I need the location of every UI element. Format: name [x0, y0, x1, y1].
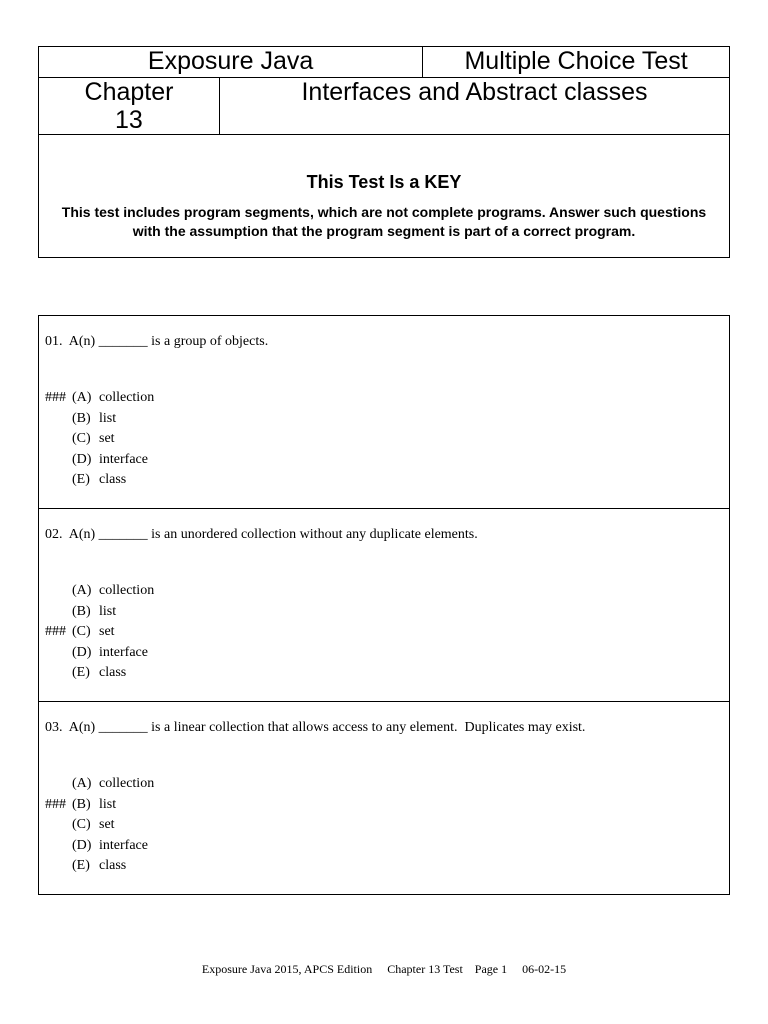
- question-number: 03.: [45, 720, 63, 735]
- test-type-cell: [423, 47, 730, 78]
- options-list: [45, 774, 154, 877]
- option-text: list: [99, 796, 117, 812]
- option-letter: (D): [72, 451, 92, 467]
- option-text: set: [99, 431, 115, 446]
- options-list: [45, 388, 154, 491]
- question-01: [39, 316, 730, 509]
- page-footer: Exposure Java 2015, APCS Edition Chapter 13 Test Page 1 06-02-15: [201, 962, 567, 976]
- option-text: collection: [99, 390, 155, 405]
- option-d: [45, 836, 154, 857]
- book-title-cell: [39, 47, 423, 78]
- answer-mark: ###: [45, 624, 66, 639]
- option-letter: (D): [72, 644, 92, 660]
- option-e: [45, 856, 154, 877]
- option-text: class: [99, 858, 127, 873]
- question-prompt: A(n) _______ is an unordered collection without any duplicate elements.: [68, 527, 478, 542]
- option-d: [45, 450, 154, 471]
- option-text: interface: [99, 644, 148, 660]
- option-e: [45, 663, 154, 684]
- option-letter: (B): [72, 603, 91, 619]
- option-letter: (A): [72, 583, 92, 598]
- question-text: [45, 527, 478, 543]
- option-e: [45, 470, 154, 491]
- option-letter: (C): [72, 624, 91, 639]
- option-letter: (D): [72, 837, 92, 853]
- question-text: [45, 720, 585, 736]
- chapter-cell: [39, 78, 220, 135]
- option-b: [45, 602, 154, 623]
- answer-mark: ###: [45, 390, 66, 405]
- option-letter: (C): [72, 431, 91, 446]
- option-c: [45, 815, 154, 836]
- option-text: interface: [99, 451, 148, 467]
- question-number: 01.: [45, 334, 63, 349]
- question-number: 02.: [45, 527, 63, 542]
- option-b: [45, 409, 154, 430]
- option-text: collection: [99, 583, 155, 598]
- option-letter: (A): [72, 776, 92, 791]
- topic-title: Interfaces and Abstract classes: [301, 78, 648, 106]
- option-a: [45, 774, 154, 795]
- instructions-text: This test includes program segments, which are not complete programs. Answer such questions with the assumption that the program segment is part of a correct program.: [61, 204, 707, 239]
- option-letter: (A): [72, 390, 92, 405]
- option-c: [45, 429, 154, 450]
- question-prompt: A(n) _______ is a linear collection that allows access to any element. Duplicates may exist.: [68, 720, 586, 735]
- question-02: [39, 509, 730, 702]
- question-prompt: A(n) _______ is a group of objects.: [68, 334, 269, 349]
- option-text: interface: [99, 837, 148, 853]
- option-text: collection: [99, 776, 155, 791]
- options-list: [45, 581, 154, 684]
- option-letter: (B): [72, 410, 91, 426]
- test-type-title: Multiple Choice Test: [464, 47, 688, 75]
- book-title: Exposure Java: [147, 47, 314, 75]
- test-header-table: [38, 46, 730, 258]
- question-03: [39, 702, 730, 895]
- key-notice-cell: [39, 135, 730, 258]
- option-text: class: [99, 665, 127, 680]
- topic-cell: [220, 78, 730, 135]
- option-letter: (B): [72, 796, 91, 812]
- option-text: class: [99, 472, 127, 487]
- option-text: list: [99, 603, 117, 619]
- option-text: list: [99, 410, 117, 426]
- option-letter: (E): [72, 472, 90, 487]
- option-letter: (E): [72, 858, 90, 873]
- key-title: This Test Is a KEY: [306, 172, 462, 192]
- option-text: set: [99, 624, 115, 639]
- answer-mark: ###: [45, 796, 66, 812]
- option-letter: (C): [72, 817, 91, 832]
- option-b: [45, 795, 154, 816]
- option-c: [45, 622, 154, 643]
- option-d: [45, 643, 154, 664]
- option-a: [45, 581, 154, 602]
- chapter-label: Chapter: [84, 78, 174, 106]
- option-a: [45, 388, 154, 409]
- chapter-number: 13: [115, 106, 143, 134]
- questions-table: [38, 315, 730, 895]
- question-text: [45, 334, 268, 350]
- option-text: set: [99, 817, 115, 832]
- option-letter: (E): [72, 665, 90, 680]
